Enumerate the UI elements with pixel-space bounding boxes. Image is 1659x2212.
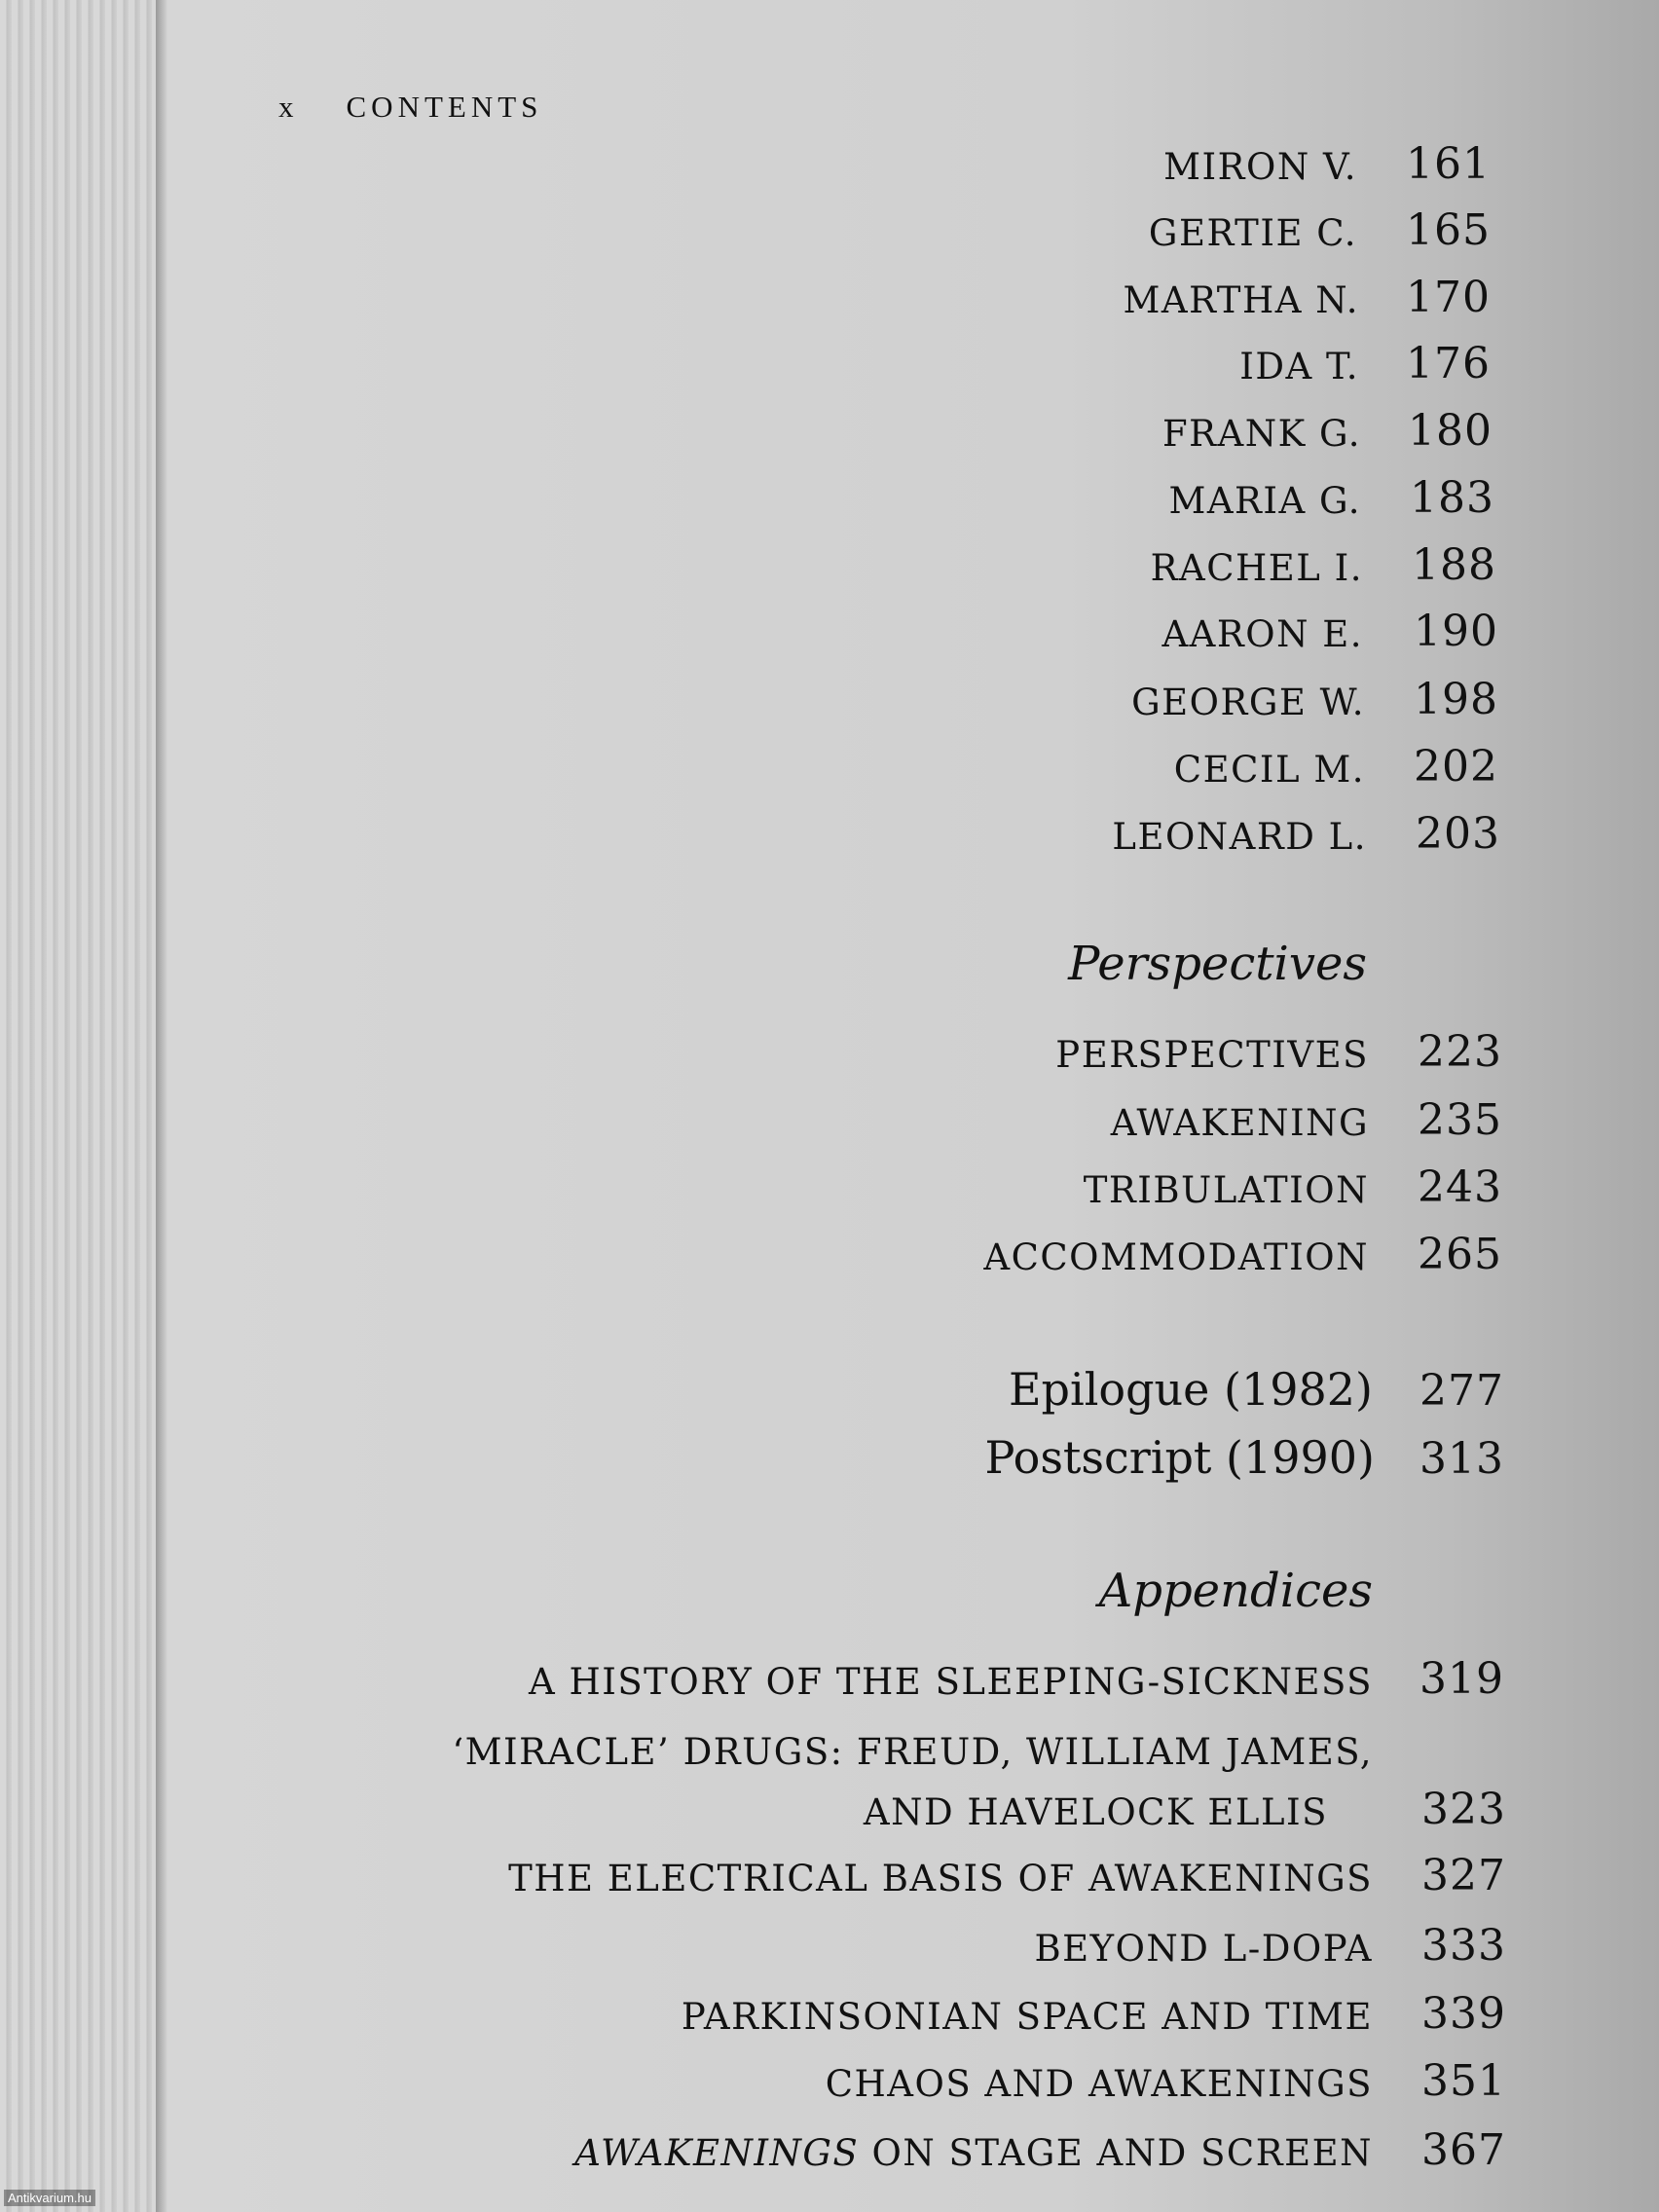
toc-entry-title: AND HAVELOCK ELLIS [863,1791,1328,1833]
toc-entry-title: MIRON V. [1163,146,1357,188]
running-header [278,90,542,125]
toc-entry-title: FRANK G. [1161,413,1361,455]
section-heading-perspectives: Perspectives [1068,937,1367,991]
title-roman-part: ON STAGE AND SCREEN [859,2132,1373,2174]
toc-entry-page: 367 [1421,2125,1506,2175]
toc-entry-page: 161 [1406,139,1491,189]
toc-entry-page: 183 [1410,473,1494,523]
toc-entry-title: LEONARD L. [1112,816,1367,858]
section-heading-appendices: Appendices [1098,1564,1373,1618]
toc-entry-page: 351 [1421,2056,1506,2106]
toc-entry-page: 170 [1406,273,1491,322]
toc-entry-page: 165 [1406,205,1491,255]
toc-entry-title: BEYOND L-DOPA [1034,1928,1373,1970]
toc-entry-page: 176 [1406,339,1491,388]
toc-entry-page: 319 [1419,1654,1504,1704]
toc-entry-title: THE ELECTRICAL BASIS OF AWAKENINGS [508,1858,1373,1899]
toc-entry-title: AARON E. [1161,613,1363,655]
toc-entry-title: TRIBULATION [1083,1169,1369,1211]
book-spine [0,0,156,2212]
toc-entry-page: 327 [1421,1851,1506,1900]
title-italic-part: AWAKENINGS [574,2132,860,2174]
toc-entry-title: RACHEL I. [1150,547,1363,589]
toc-entry-page: 198 [1414,675,1498,724]
running-title: CONTENTS [346,90,543,124]
toc-entry-title: CECIL M. [1173,749,1365,791]
toc-entry-title: PERSPECTIVES [1055,1034,1369,1076]
toc-entry-page: 180 [1408,406,1493,456]
toc-entry-title: IDA T. [1239,346,1359,387]
toc-entry-title: Postscript (1990) [984,1431,1375,1484]
toc-entry-title: Epilogue (1982) [1008,1363,1373,1416]
folio-number: x [278,90,294,124]
page-edge-shadow [156,0,167,2212]
toc-entry-page: 313 [1419,1434,1504,1484]
toc-entry-page: 223 [1418,1027,1502,1077]
toc-entry-title: MARIA G. [1168,480,1361,522]
toc-entry-title: ‘MIRACLE’ DRUGS: FREUD, WILLIAM JAMES, [452,1731,1373,1773]
toc-entry-page: 203 [1416,809,1500,859]
toc-entry-title: GEORGE W. [1131,682,1365,723]
toc-entry-title: PARKINSONIAN SPACE AND TIME [681,1996,1373,2038]
toc-entry-title: MARTHA N. [1123,279,1359,321]
toc-entry-title: CHAOS AND AWAKENINGS [825,2063,1373,2105]
toc-entry-page: 243 [1418,1162,1502,1212]
toc-entry-title: GERTIE C. [1148,212,1357,254]
source-watermark: Antikvarium.hu [4,2190,95,2206]
toc-entry-page: 277 [1419,1366,1504,1416]
toc-entry-page: 202 [1414,742,1498,792]
toc-entry-title: AWAKENING [1110,1102,1369,1144]
toc-entry-page: 235 [1418,1095,1502,1145]
toc-entry-page: 188 [1412,540,1496,590]
toc-entry-page: 333 [1421,1921,1506,1971]
toc-entry-page: 339 [1421,1989,1506,2039]
toc-entry-page: 265 [1418,1230,1502,1279]
toc-entry-page: 323 [1421,1785,1506,1834]
toc-entry-title: ACCOMMODATION [983,1236,1369,1278]
toc-entry-page: 190 [1414,607,1498,656]
toc-entry-title [574,2132,1373,2174]
toc-entry-title: A HISTORY OF THE SLEEPING-SICKNESS [528,1661,1373,1703]
